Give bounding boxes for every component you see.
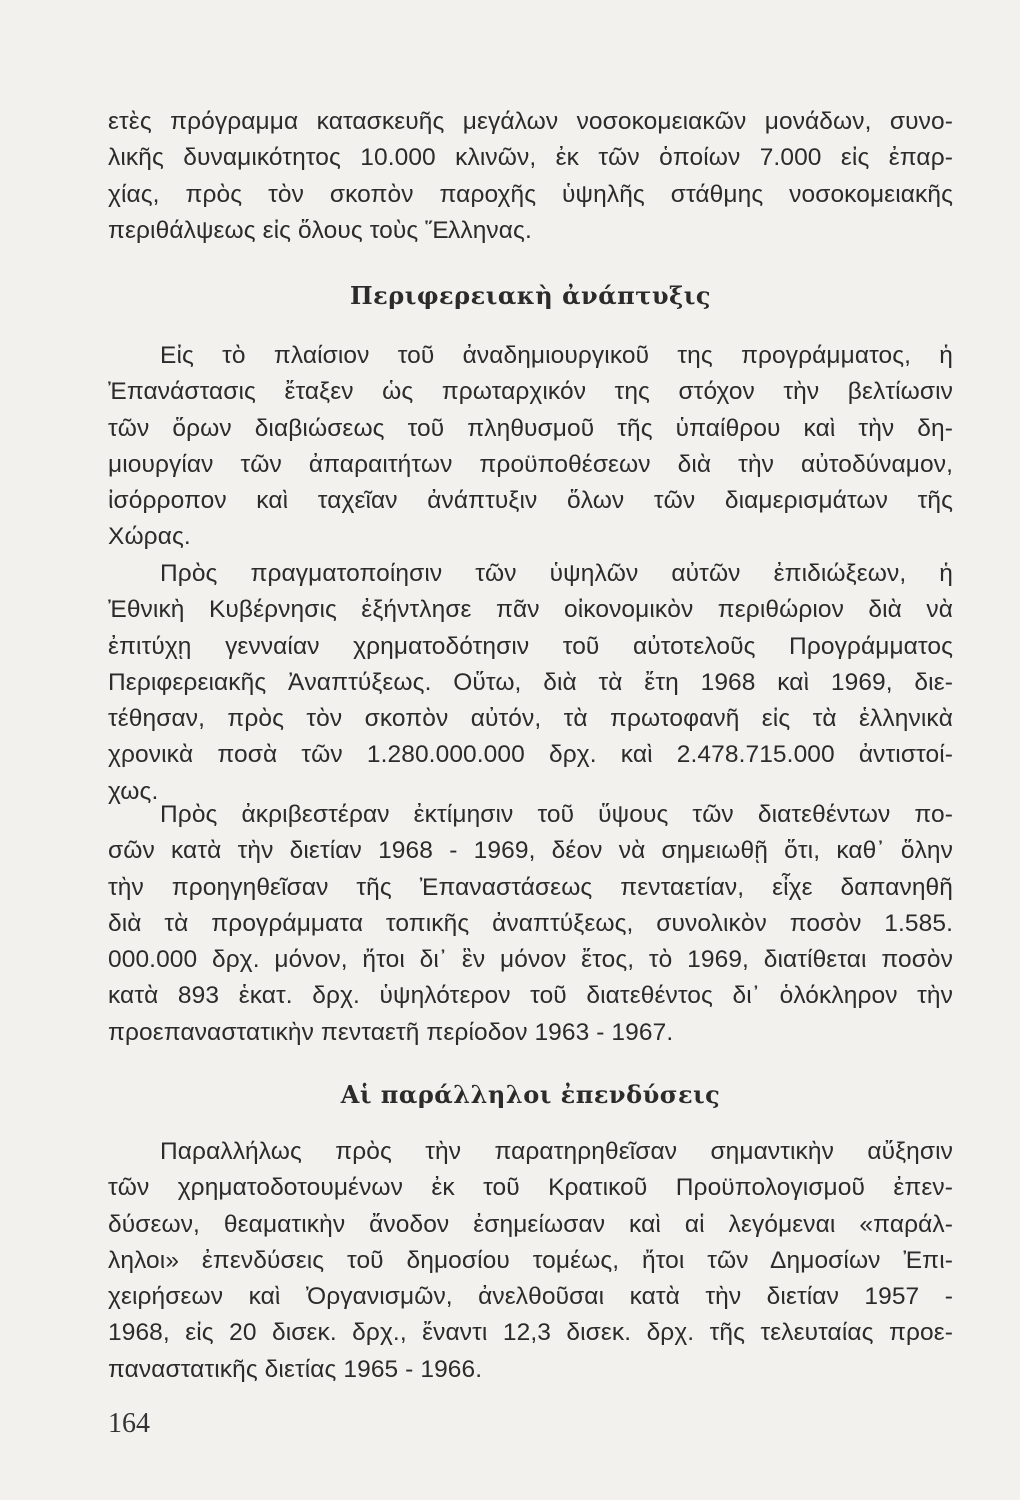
text-line: μιουργίαν τῶν ἀπαραιτήτων προϋποθέσεων διὰ τὴν αὐτοδύναμον, <box>108 450 953 478</box>
text-line: 1968, εἰς 20 δισεκ. δρχ., ἔναντι 12,3 δισεκ. δρχ. τῆς τελευταίας προε- <box>108 1319 953 1347</box>
section1-paragraph-3 <box>108 797 953 1051</box>
text-line: περιθάλψεως εἰς ὅλους τοὺς Ἕλληνας. <box>108 216 532 244</box>
text-line: παναστατικῆς διετίας 1965 - 1966. <box>108 1355 483 1383</box>
text-line: Εἰς τὸ πλαίσιον τοῦ ἀναδημιουργικοῦ της προγράμματος, ἡ <box>160 342 953 369</box>
intro-paragraph <box>108 104 953 249</box>
text-line: ληλοι» ἐπενδύσεις τοῦ δημοσίου τομέως, ἤτοι τῶν Δημοσίων Ἐπι- <box>108 1246 953 1274</box>
text-line: ἰσόρροπον καὶ ταχεῖαν ἀνάπτυξιν ὅλων τῶν διαμερισμάτων τῆς <box>108 487 953 515</box>
text-line: χρονικὰ ποσὰ τῶν 1.280.000.000 δρχ. καὶ 2.478.715.000 ἀντιστοί- <box>108 741 953 769</box>
text-line: τῶν ὅρων διαβιώσεως τοῦ πληθυσμοῦ τῆς ὑπαίθρου καὶ τὴν δη- <box>108 414 953 442</box>
text-line: Χώρας. <box>108 523 191 551</box>
text-line: τὴν προηγηθεῖσαν τῆς Ἐπαναστάσεως πενταετίαν, εἶχε δαπανηθῆ <box>108 873 953 901</box>
text-line: τέθησαν, πρὸς τὸν σκοπὸν αὐτόν, τὰ πρωτοφανῆ εἰς τὰ ἑλληνικὰ <box>108 705 953 733</box>
text-line: ετὲς πρόγραμμα κατασκευῆς μεγάλων νοσοκομειακῶν μονάδων, συνο- <box>108 108 953 135</box>
text-line: ἐπιτύχῃ γενναίαν χρηματοδότησιν τοῦ αὐτοτελοῦς Προγράμματος <box>108 632 953 660</box>
text-line: δύσεων, θεαματικὴν ἄνοδον ἐσημείωσαν καὶ αἱ λεγόμεναι «παράλ- <box>108 1210 953 1238</box>
text-line: Περιφερειακῆς Ἀναπτύξεως. Οὕτω, διὰ τὰ ἔτη 1968 καὶ 1969, διε- <box>108 668 953 696</box>
text-line: σῶν κατὰ τὴν διετίαν 1968 - 1969, δέον νὰ σημειωθῇ ὅτι, καθ᾽ ὅλην <box>108 837 953 865</box>
text-line: Πρὸς πραγματοποίησιν τῶν ὑψηλῶν αὐτῶν ἐπιδιώξεων, ἡ <box>160 560 953 587</box>
text-line: λικῆς δυναμικότητος 10.000 κλινῶν, ἐκ τῶν ὁποίων 7.000 εἰς ἐπαρ- <box>108 144 953 172</box>
section1-paragraph-1 <box>108 338 953 556</box>
text-line: Ἐθνικὴ Κυβέρνησις ἐξήντλησε πᾶν οἰκονομικὸν περιθώριον διὰ νὰ <box>108 596 953 624</box>
section-heading-regional-development: Περιφερειακὴ ἀνάπτυξις <box>350 281 711 310</box>
text-line: προεπαναστατικὴν πενταετῆ περίοδον 1963 - 1967. <box>108 1018 674 1046</box>
text-line: Παραλλήλως πρὸς τὴν παρατηρηθεῖσαν σημαντικὴν αὔξησιν <box>160 1138 953 1165</box>
text-line: διὰ τὰ προγράμματα τοπικῆς ἀναπτύξεως, συνολικὸν ποσὸν 1.585. <box>108 909 953 937</box>
text-line: κατὰ 893 ἑκατ. δρχ. ὑψηλότερον τοῦ διατεθέντος δι᾽ ὁλόκληρον τὴν <box>108 982 953 1010</box>
text-line: χως. <box>108 777 159 805</box>
section1-paragraph-2 <box>108 556 953 810</box>
page-number: 164 <box>108 1408 150 1439</box>
text-line: Ἐπανάστασις ἔταξεν ὡς πρωταρχικόν της στόχον τὴν βελτίωσιν <box>108 378 953 406</box>
section2-paragraph-1 <box>108 1134 953 1388</box>
text-line: Πρὸς ἀκριβεστέραν ἐκτίμησιν τοῦ ὕψους τῶν διατεθέντων πο- <box>160 801 953 828</box>
section-heading-parallel-investments: Αἱ παράλληλοι ἐπενδύσεις <box>340 1080 721 1109</box>
text-line: χίας, πρὸς τὸν σκοπὸν παροχῆς ὑψηλῆς στάθμης νοσοκομειακῆς <box>108 180 953 208</box>
text-line: χειρήσεων καὶ Ὀργανισμῶν, ἀνελθοῦσαι κατὰ τὴν διετίαν 1957 - <box>108 1283 953 1311</box>
text-line: τῶν χρηματοδοτουμένων ἐκ τοῦ Κρατικοῦ Προϋπολογισμοῦ ἐπεν- <box>108 1174 953 1202</box>
text-line: 000.000 δρχ. μόνον, ἤτοι δι᾽ ἓν μόνον ἔτος, τὸ 1969, διατίθεται ποσὸν <box>108 946 953 974</box>
